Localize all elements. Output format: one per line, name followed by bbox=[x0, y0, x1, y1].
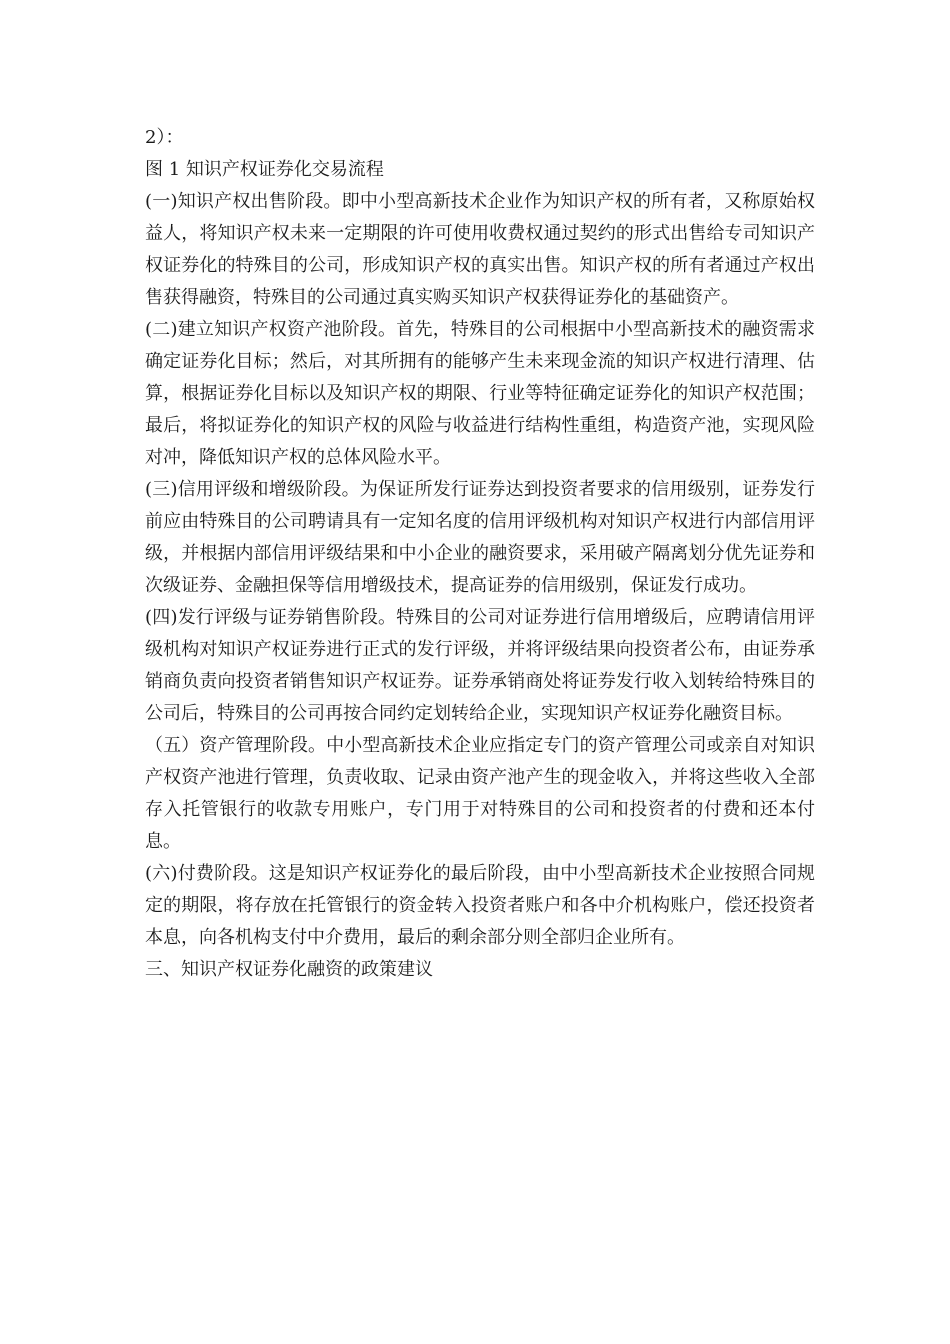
body-text bbox=[145, 122, 815, 986]
paragraph-stage-5: （五）资产管理阶段。中小型高新技术企业应指定专门的资产管理公司或亲自对知识产权资产池进行管理，负责收取、记录由资产池产生的现金收入，并将这些收入全部存入托管银行的收款专用账户，专门用于对特殊目的公司和投资者的付费和还本付息。 bbox=[145, 735, 815, 852]
lead-text: 2）： bbox=[145, 127, 184, 148]
paragraph-stage-1: (一)知识产权出售阶段。即中小型高新技术企业作为知识产权的所有者，又称原始权益人，将知识产权未来一定期限的许可使用收费权通过契约的形式出售给专司知识产权证券化的特殊目的公司，形成知识产权的真实出售。知识产权的所有者通过产权出售获得融资，特殊目的公司通过真实购买知识产权获得证券化的基础资产。 bbox=[145, 191, 815, 308]
paragraph-stage-3: (三)信用评级和增级阶段。为保证所发行证券达到投资者要求的信用级别，证券发行前应由特殊目的公司聘请具有一定知名度的信用评级机构对知识产权进行内部信用评级，并根据内部信用评级结果和中小企业的融资要求，采用破产隔离划分优先证券和次级证券、金融担保等信用增级技术，提高证券的信用级别，保证发行成功。 bbox=[145, 479, 815, 596]
section-heading: 三、知识产权证券化融资的政策建议 bbox=[145, 959, 433, 980]
paragraph-stage-2: (二)建立知识产权资产池阶段。首先，特殊目的公司根据中小型高新技术的融资需求确定证券化目标；然后，对其所拥有的能够产生未来现金流的知识产权进行清理、估算，根据证券化目标以及知识产权的期限、行业等特征确定证券化的知识产权范围；最后，将拟证券化的知识产权的风险与收益进行结构性重组，构造资产池，实现风险对冲，降低知识产权的总体风险水平。 bbox=[145, 319, 815, 468]
figure-caption: 图 1 知识产权证券化交易流程 bbox=[145, 159, 384, 180]
paragraph-stage-4: (四)发行评级与证券销售阶段。特殊目的公司对证券进行信用增级后，应聘请信用评级机构对知识产权证券进行正式的发行评级，并将评级结果向投资者公布，由证券承销商负责向投资者销售知识产权证券。证券承销商处将证券发行收入划转给特殊目的公司后，特殊目的公司再按合同约定划转给企业，实现知识产权证券化融资目标。 bbox=[145, 607, 815, 724]
paragraph-stage-6: (六)付费阶段。这是知识产权证券化的最后阶段，由中小型高新技术企业按照合同规定的期限，将存放在托管银行的资金转入投资者账户和各中介机构账户，偿还投资者本息，向各机构支付中介费用，最后的剩余部分则全部归企业所有。 bbox=[145, 863, 815, 948]
